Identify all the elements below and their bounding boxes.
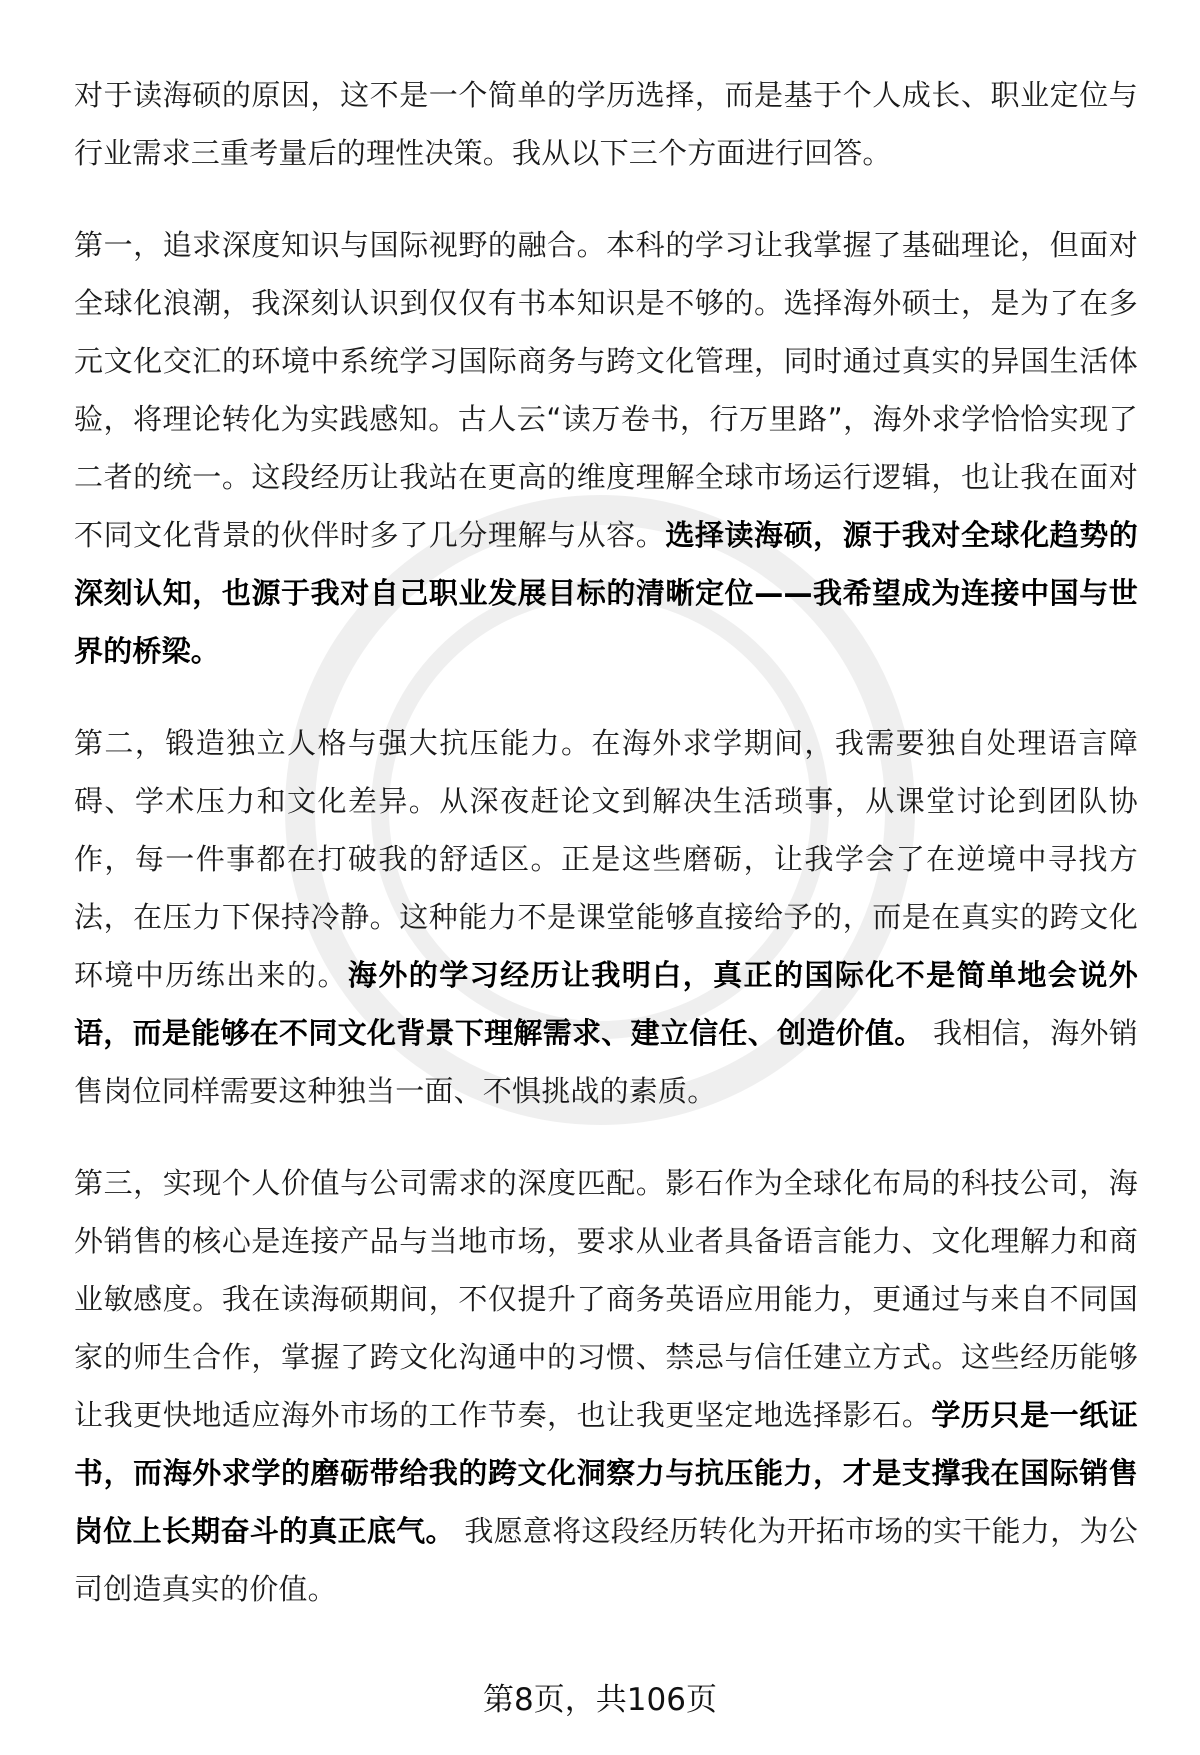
intro-text: 对于读海硕的原因，这不是一个简单的学历选择，而是基于个人成长、职业定位与行业需求三重考量后的理性决策。我从以下三个方面进行回答。 xyxy=(74,78,1138,170)
paragraph-point-one xyxy=(74,216,1138,680)
paragraph-intro xyxy=(74,66,1138,182)
paragraph-point-three xyxy=(74,1154,1138,1618)
page-number-footer: 第8页，共106页 xyxy=(483,1682,717,1718)
point-two-highlight: 海外的学习经历让我明白，真正的国际化不是简单地会说外语，而是能够在不同文化背景下理解需求、建立信任、创造价值。 xyxy=(74,958,1138,1050)
point-two-text: 第二，锻造独立人格与强大抗压能力。在海外求学期间，我需要独自处理语言障碍、学术压力和文化差异。从深夜赶论文到解决生活琐事，从课堂讨论到团队协作，每一件事都在打破我的舒适区。正是这些磨砺，让我学会了在逆境中寻找方法，在压力下保持冷静。这种能力不是课堂能够直接给予的，而是在真实的跨文化环境中历练出来的。 xyxy=(74,726,1138,992)
point-three-text: 第三，实现个人价值与公司需求的深度匹配。影石作为全球化布局的科技公司，海外销售的核心是连接产品与当地市场，要求从业者具备语言能力、文化理解力和商业敏感度。我在读海硕期间，不仅提升了商务英语应用能力，更通过与来自不同国家的师生合作，掌握了跨文化沟通中的习惯、禁忌与信任建立方式。这些经历能够让我更快地适应海外市场的工作节奏，也让我更坚定地选择影石。 xyxy=(74,1166,1138,1432)
point-three-closing: 我愿意将这段经历转化为开拓市场的实干能力，为公司创造真实的价值。 xyxy=(74,1514,1138,1606)
paragraph-point-two xyxy=(74,714,1138,1120)
point-two-closing: 我相信，海外销售岗位同样需要这种独当一面、不惧挑战的素质。 xyxy=(74,1016,1138,1108)
point-one-text: 第一，追求深度知识与国际视野的融合。本科的学习让我掌握了基础理论，但面对全球化浪潮，我深刻认识到仅仅有书本知识是不够的。选择海外硕士，是为了在多元文化交汇的环境中系统学习国际商务与跨文化管理，同时通过真实的异国生活体验，将理论转化为实践感知。古人云“读万卷书，行万里路”，海外求学恰恰实现了二者的统一。这段经历让我站在更高的维度理解全球市场运行逻辑，也让我在面对不同文化背景的伙伴时多了几分理解与从容。 xyxy=(74,228,1138,552)
point-one-highlight: 选择读海硕，源于我对全球化趋势的深刻认知，也源于我对自己职业发展目标的清晰定位——我希望成为连接中国与世界的桥梁。 xyxy=(74,518,1138,668)
point-three-highlight: 学历只是一纸证书，而海外求学的磨砺带给我的跨文化洞察力与抗压能力，才是支撑我在国际销售岗位上长期奋斗的真正底气。 xyxy=(74,1398,1138,1548)
